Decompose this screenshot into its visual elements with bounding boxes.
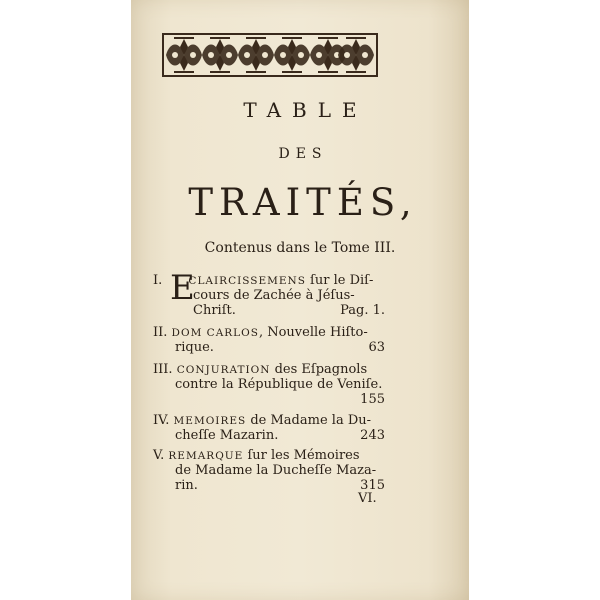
entry-text: cours de Zachée à Jéſus- [193, 288, 355, 303]
catchword: VI. [358, 491, 377, 506]
drop-cap: E [170, 268, 195, 308]
page-number: 63 [368, 340, 385, 355]
entry-numeral: III. [153, 362, 173, 377]
toc-entry-3 [153, 362, 385, 407]
entry-text: Chriſt. [193, 303, 236, 318]
entry-numeral: IV. [153, 413, 170, 428]
subtitle: Contenus dans le Tome III. [204, 240, 396, 256]
entry-text: , Nouvelle Hiſto- [258, 325, 368, 340]
page-number: 155 [360, 392, 385, 407]
entry-title: CONJURATION [176, 364, 271, 376]
entry-text: des Eſpagnols [270, 362, 368, 377]
entry-title: CLAIRCISSEMENS [188, 275, 306, 287]
entry-text: de Madame la Ducheſſe Maza- [175, 463, 377, 478]
page-number: Pag. 1. [340, 303, 385, 318]
title-table: TABLE [243, 98, 368, 122]
entry-title: DOM CARLOS [171, 327, 259, 339]
entry-text: ſur les Mémoires [243, 448, 360, 463]
title-traites: TRAITÉS, [188, 181, 418, 224]
entry-title: REMARQUE [168, 450, 244, 462]
entry-text: rin. [175, 478, 198, 493]
entry-text: de Madame la Du- [246, 413, 372, 428]
title-des: DES [278, 146, 328, 162]
fleuron-band-icon [162, 33, 378, 77]
entry-numeral: II. [153, 325, 168, 340]
entry-text: rique. [175, 340, 214, 355]
entry-numeral: V. [153, 448, 165, 463]
page-number: 315 [360, 478, 385, 493]
toc-entry-4 [153, 413, 385, 443]
page-number: 243 [360, 428, 385, 443]
entry-text: contre la République de Veniſe. [175, 377, 383, 392]
entry-numeral: I. [153, 273, 163, 288]
entry-text: ſur le Diſ- [305, 273, 374, 288]
toc-entry-5 [153, 448, 385, 493]
toc-entry-2 [153, 325, 385, 355]
entry-text: cheſſe Mazarin. [175, 428, 279, 443]
toc-entry-1 [153, 268, 385, 318]
entry-title: MEMOIRES [173, 415, 247, 427]
